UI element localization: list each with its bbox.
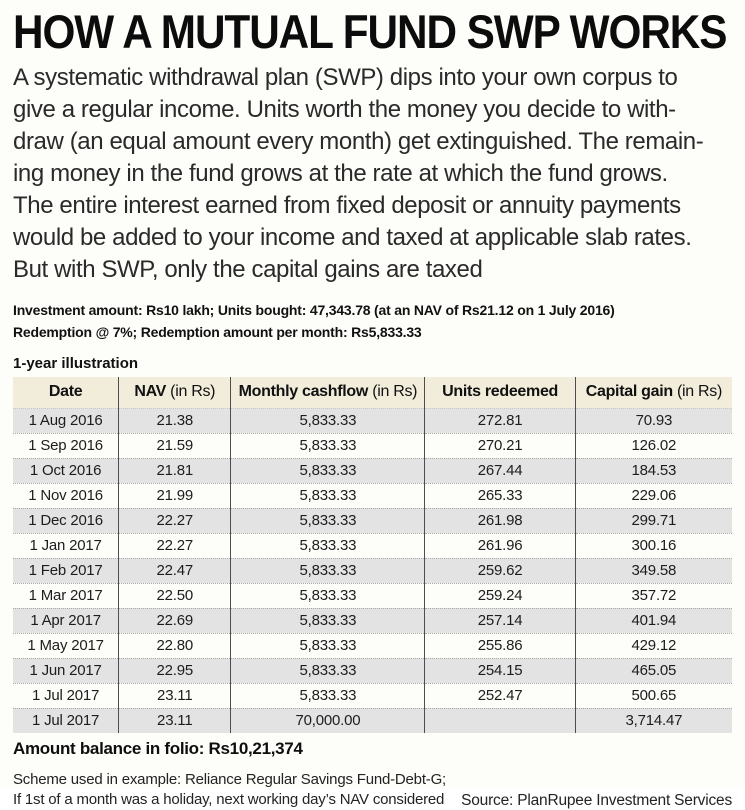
footnotes: [13, 770, 446, 810]
column-header-label: Date: [48, 383, 83, 401]
table-cell: 5,833.33: [231, 483, 425, 508]
table-cell: 22.80: [119, 633, 231, 658]
table-cell: 5,833.33: [231, 608, 425, 633]
swp-illustration-table: [13, 377, 732, 733]
column-header-label: Capital gain: [585, 383, 673, 401]
table-cell: 1 Oct 2016: [13, 458, 119, 483]
table-cell: 259.62: [425, 558, 575, 583]
column-header-date: [13, 377, 119, 408]
table-cell: 429.12: [575, 633, 732, 658]
table-cell: 5,833.33: [231, 458, 425, 483]
footnote-scheme: Scheme used in example: Reliance Regular Savings Fund-Debt-G;: [13, 771, 447, 788]
column-header-nav: [119, 377, 231, 408]
table-cell: 21.81: [119, 458, 231, 483]
table-cell: 357.72: [575, 583, 732, 608]
table-cell: 300.16: [575, 533, 732, 558]
column-header-capital-gain: [575, 377, 732, 408]
table-cell: 270.21: [425, 433, 575, 458]
investment-detail-line: Investment amount: Rs10 lakh; Units bought: 47,343.78 (at an NAV of Rs21.12 on 1 July 2016): [13, 302, 615, 318]
intro-line: draw (an equal amount every month) get extinguished. The remain-: [13, 128, 704, 155]
table-cell: 21.59: [119, 433, 231, 458]
table-cell: 465.05: [575, 658, 732, 683]
table-body: [13, 408, 732, 733]
table-cell: 5,833.33: [231, 633, 425, 658]
redemption-detail-line: Redemption @ 7%; Redemption amount per month: Rs5,833.33: [13, 324, 422, 340]
table-cell: 1 Dec 2016: [13, 508, 119, 533]
table-cell: 3,714.47: [575, 708, 732, 733]
table-cell: 5,833.33: [231, 658, 425, 683]
intro-line: The entire interest earned from fixed deposit or annuity payments: [13, 192, 681, 219]
table-cell: [425, 708, 575, 733]
table-cell: 259.24: [425, 583, 575, 608]
table-cell: 70,000.00: [231, 708, 425, 733]
table-cell: 184.53: [575, 458, 732, 483]
table-row: [13, 583, 732, 608]
column-header-unit: (in Rs): [166, 383, 216, 401]
table-cell: 349.58: [575, 558, 732, 583]
table-header-row: [13, 377, 732, 408]
table-cell: 1 Sep 2016: [13, 433, 119, 458]
intro-line: give a regular income. Units worth the money you decide to with-: [13, 96, 676, 123]
intro-paragraph: [13, 62, 732, 286]
table-cell: 22.27: [119, 533, 231, 558]
table-cell: 5,833.33: [231, 433, 425, 458]
table-cell: 21.38: [119, 408, 231, 433]
table-cell: 5,833.33: [231, 508, 425, 533]
column-header-label: Units redeemed: [442, 383, 559, 401]
table-cell: 23.11: [119, 708, 231, 733]
table-row: [13, 683, 732, 708]
table-row: [13, 633, 732, 658]
footer: [13, 770, 732, 810]
table-caption: 1-year illustration: [13, 355, 139, 372]
column-header-unit: (in Rs): [672, 383, 722, 401]
table-cell: 1 Jul 2017: [13, 683, 119, 708]
table-cell: 299.71: [575, 508, 732, 533]
table-cell: 5,833.33: [231, 533, 425, 558]
table-row: [13, 608, 732, 633]
column-header-label: Monthly cashflow: [238, 383, 369, 401]
table-cell: 1 Jul 2017: [13, 708, 119, 733]
column-header-unit: (in Rs): [368, 383, 418, 401]
source-credit: Source: PlanRupee Investment Services: [461, 792, 732, 809]
table-cell: 255.86: [425, 633, 575, 658]
table-cell: 22.95: [119, 658, 231, 683]
table-cell: 254.15: [425, 658, 575, 683]
intro-line: would be added to your income and taxed at applicable slab rates.: [13, 224, 692, 251]
table-cell: 272.81: [425, 408, 575, 433]
table-cell: 1 Feb 2017: [13, 558, 119, 583]
folio-balance: Amount balance in folio: Rs10,21,374: [13, 739, 303, 758]
column-header-units-redeemed: [425, 377, 575, 408]
table-row: [13, 433, 732, 458]
table-cell: 5,833.33: [231, 683, 425, 708]
table-cell: 22.50: [119, 583, 231, 608]
table-row: [13, 558, 732, 583]
page-title: HOW A MUTUAL FUND SWP WORKS: [13, 5, 727, 58]
table-cell: 1 Jan 2017: [13, 533, 119, 558]
table-row: [13, 408, 732, 433]
table-header: [13, 377, 732, 408]
table-cell: 257.14: [425, 608, 575, 633]
table-cell: 500.65: [575, 683, 732, 708]
table-cell: 261.96: [425, 533, 575, 558]
column-header-label: NAV: [134, 383, 167, 401]
table-row: [13, 483, 732, 508]
table-cell: 229.06: [575, 483, 732, 508]
table-cell: 1 Nov 2016: [13, 483, 119, 508]
intro-line: A systematic withdrawal plan (SWP) dips into your own corpus to: [13, 64, 678, 91]
table-cell: 1 Mar 2017: [13, 583, 119, 608]
table-cell: 5,833.33: [231, 558, 425, 583]
intro-line: But with SWP, only the capital gains are taxed: [13, 256, 483, 283]
table-cell: 1 May 2017: [13, 633, 119, 658]
table-cell: 1 Jun 2017: [13, 658, 119, 683]
table-cell: 126.02: [575, 433, 732, 458]
table-cell: 401.94: [575, 608, 732, 633]
table-row: [13, 533, 732, 558]
table-cell: 5,833.33: [231, 583, 425, 608]
table-cell: 23.11: [119, 683, 231, 708]
intro-line: ing money in the fund grows at the rate at which the fund grows.: [13, 160, 668, 187]
table-cell: 22.27: [119, 508, 231, 533]
table-cell: 265.33: [425, 483, 575, 508]
table-row: [13, 708, 732, 733]
table-cell: 252.47: [425, 683, 575, 708]
table-cell: 267.44: [425, 458, 575, 483]
table-row: [13, 458, 732, 483]
table-cell: 5,833.33: [231, 408, 425, 433]
table-cell: 1 Apr 2017: [13, 608, 119, 633]
table-row: [13, 658, 732, 683]
column-header-monthly-cashflow: [231, 377, 425, 408]
table-cell: 22.69: [119, 608, 231, 633]
table-cell: 21.99: [119, 483, 231, 508]
table-cell: 1 Aug 2016: [13, 408, 119, 433]
table-cell: 261.98: [425, 508, 575, 533]
footnote-holiday: If 1st of a month was a holiday, next working day’s NAV considered: [13, 791, 445, 808]
table-cell: 70.93: [575, 408, 732, 433]
investment-details: [13, 299, 732, 343]
table-cell: 22.47: [119, 558, 231, 583]
table-row: [13, 508, 732, 533]
